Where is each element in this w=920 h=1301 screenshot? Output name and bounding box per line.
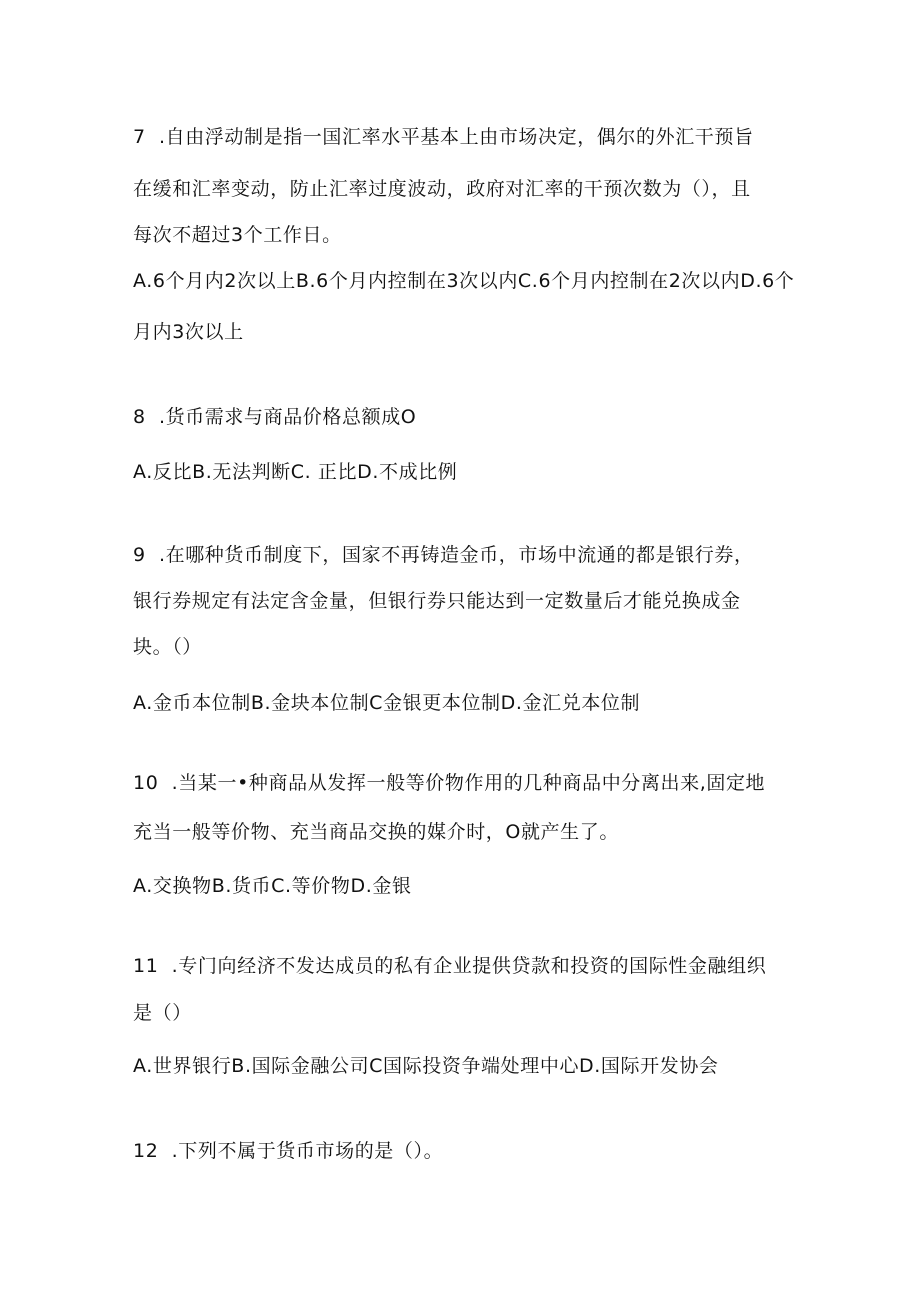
question-10-text-line-1: 10 .当某一•种商品从发挥一般等价物作用的几种商品中分离出来,固定地 bbox=[133, 772, 766, 794]
question-7-text-line-2: 在缓和汇率变动，防止汇率过度波动，政府对汇率的干预次数为（），且 bbox=[133, 178, 751, 200]
question-11-options-line-1: A.世界银行B.国际金融公司C国际投资争端处理中心D.国际开发协会 bbox=[133, 1055, 719, 1077]
question-11-text-line-2: 是（） bbox=[133, 1002, 192, 1024]
question-7-options-line-1: A.6个月内2次以上B.6个月内控制在3次以内C.6个月内控制在2次以内D.6个 bbox=[133, 270, 795, 292]
question-8-text-line-1: 8 .货币需求与商品价格总额成O bbox=[133, 406, 417, 428]
question-9-text-line-2: 银行券规定有法定含金量，但银行券只能达到一定数量后才能兑换成金 bbox=[133, 590, 741, 612]
question-7-options-line-2: 月内3次以上 bbox=[133, 321, 244, 343]
question-11-text-line-1: 11 .专门向经济不发达成员的私有企业提供贷款和投资的国际性金融组织 bbox=[133, 955, 767, 977]
question-10-text-line-2: 充当一般等价物、充当商品交换的媒介时，O就产生了。 bbox=[133, 821, 619, 843]
question-9-text-line-1: 9 .在哪种货币制度下，国家不再铸造金币，市场中流通的都是银行券， bbox=[133, 544, 754, 566]
question-7-text-line-3: 每次不超过3个工作日。 bbox=[133, 224, 342, 246]
question-12-text-line-1: 12 .下列不属于货币市场的是（）。 bbox=[133, 1140, 444, 1162]
question-10-options-line-1: A.交换物B.货币C.等价物D.金银 bbox=[133, 875, 412, 897]
question-7-text-line-1: 7 .自由浮动制是指一国汇率水平基本上由市场决定，偶尔的外汇干预旨 bbox=[133, 126, 754, 148]
question-9-text-line-3: 块。（） bbox=[133, 636, 202, 658]
question-9-options-line-1: A.金币本位制B.金块本位制C金银更本位制D.金汇兑本位制 bbox=[133, 692, 641, 714]
question-8-options-line-1: A.反比B.无法判断C. 正比D.不成比例 bbox=[133, 461, 458, 483]
